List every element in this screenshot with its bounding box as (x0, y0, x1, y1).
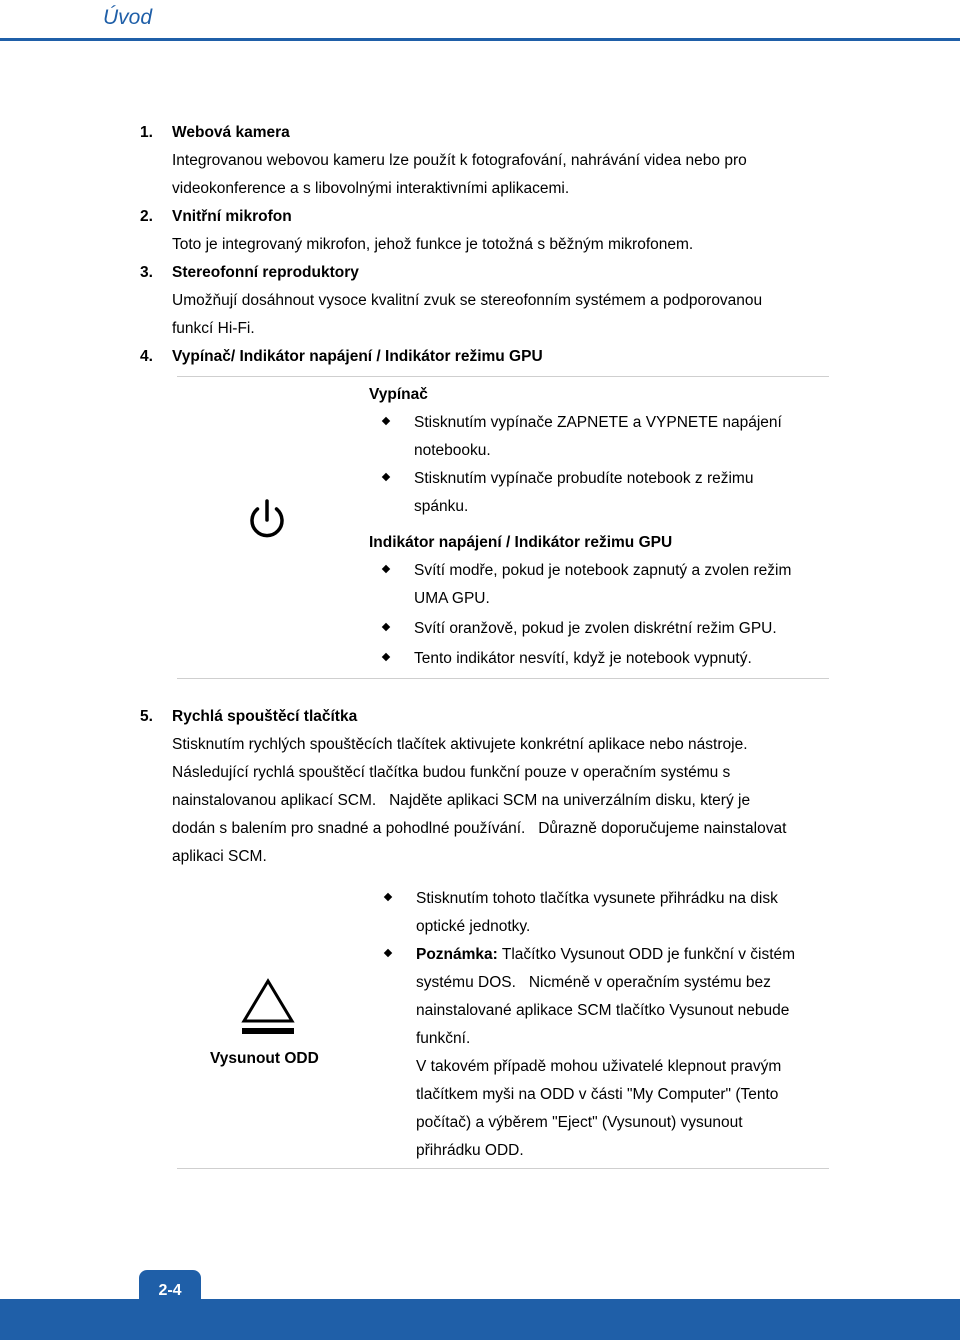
item-5-text-line-3: nainstalovanou aplikací SCM. Najděte aplikaci SCM na univerzálním disku, který je (172, 792, 751, 809)
indicator-bullet-1-cont: UMA GPU. (414, 590, 490, 607)
item-3-text-line-2: funkcí Hi-Fi. (172, 320, 255, 337)
bullet-diamond-icon (382, 417, 390, 425)
power-bullet-2-line-1: Stisknutím vypínače probudíte notebook z režimu (414, 470, 754, 487)
power-bullet-1-line-1: Stisknutím vypínače ZAPNETE a VYPNETE napájení (414, 414, 782, 431)
item-3-heading (140, 264, 359, 282)
power-bullet-2-cont: spánku. (414, 498, 469, 515)
item-1-text-line-2: videokonference a s libovolnými interaktivními aplikacemi. (172, 180, 570, 197)
indicator-bullet-3-line-1: Tento indikátor nesvítí, když je notebook vypnutý. (414, 650, 752, 667)
indicator-subtitle: Indikátor napájení / Indikátor režimu GPU (369, 534, 673, 551)
note-line-6: tlačítkem myši na ODD v části "My Computer" (Tento (416, 1086, 779, 1103)
indicator-bullet-2 (414, 620, 777, 638)
bullet-diamond-icon (384, 949, 392, 957)
eject-bullet-1-line-1: Stisknutím tohoto tlačítka vysunete přihrádku na disk (416, 890, 778, 907)
note-label: Poznámka: (416, 946, 498, 963)
table-rule-bottom (177, 678, 829, 679)
item-1-number: 1. (140, 124, 153, 141)
item-1-text-line-1: Integrovanou webovou kameru lze použít k fotografování, nahrávání videa nebo pro (172, 152, 747, 169)
item-5-text-line-4: dodán s balením pro snadné a pohodlné používání. Důrazně doporučujeme nainstalovat (172, 820, 787, 837)
note-first-line: Tlačítko Vysunout ODD je funkční v čistém (497, 946, 796, 963)
bullet-diamond-icon (382, 473, 390, 481)
item-4-number: 4. (140, 348, 153, 365)
page-number: 2-4 (139, 1270, 201, 1312)
item-4-title: Vypínač/ Indikátor napájení / Indikátor režimu GPU (172, 348, 543, 365)
item-5-text-line-1: Stisknutím rychlých spouštěcích tlačítek aktivujete konkrétní aplikace nebo nástroje. (172, 736, 748, 753)
indicator-bullet-2-line-1: Svítí oranžově, pokud je zvolen diskrétní režim GPU. (414, 620, 777, 637)
power-bullet-1 (414, 414, 782, 432)
item-1-title: Webová kamera (172, 124, 290, 141)
note-line-3: nainstalované aplikace SCM tlačítko Vysunout nebude (416, 1002, 790, 1019)
bullet-diamond-icon (382, 565, 390, 573)
eject-note (416, 946, 795, 964)
item-5-heading (140, 708, 357, 726)
table-rule-eject-bottom (177, 1168, 829, 1169)
item-2-heading (140, 208, 292, 226)
power-icon (244, 496, 290, 542)
note-line-4: funkční. (416, 1030, 471, 1047)
item-5-text-line-2: Následující rychlá spouštěcí tlačítka budou funkční pouze v operačním systému s (172, 764, 731, 781)
item-5-text-line-5: aplikaci SCM. (172, 848, 267, 865)
item-1-heading (140, 124, 290, 142)
note-line-2: systému DOS. Nicméně v operačním systému bez (416, 974, 771, 991)
item-5-number: 5. (140, 708, 153, 725)
item-3-text-line-1: Umožňují dosáhnout vysoce kvalitní zvuk se stereofonním systémem a podporovanou (172, 292, 763, 309)
power-bullet-2 (414, 470, 753, 488)
item-2-number: 2. (140, 208, 153, 225)
item-4-heading (140, 348, 543, 366)
note-line-7: počítač) a výběrem "Eject" (Vysunout) vysunout (416, 1114, 743, 1131)
eject-bullet-1 (416, 890, 778, 908)
note-line-8: přihrádku ODD. (416, 1142, 524, 1159)
indicator-bullet-1 (414, 562, 791, 580)
bullet-diamond-icon (384, 893, 392, 901)
eject-odd-label: Vysunout ODD (210, 1050, 319, 1067)
indicator-bullet-3 (414, 650, 752, 668)
table-rule-top (177, 376, 829, 377)
bullet-diamond-icon (382, 623, 390, 631)
item-2-title: Vnitřní mikrofon (172, 208, 292, 225)
power-button-subtitle: Vypínač (369, 386, 428, 403)
item-2-text-line-1: Toto je integrovaný mikrofon, jehož funkce je totožná s běžným mikrofonem. (172, 236, 694, 253)
power-bullet-1-cont: notebooku. (414, 442, 491, 459)
chapter-title: Úvod (103, 6, 153, 29)
header-rule (0, 38, 960, 41)
eject-icon (239, 977, 297, 1037)
item-3-number: 3. (140, 264, 153, 281)
eject-bullet-1-cont: optické jednotky. (416, 918, 531, 935)
note-line-5: V takovém případě mohou uživatelé klepnout pravým (416, 1058, 782, 1075)
item-3-title: Stereofonní reproduktory (172, 264, 359, 281)
item-5-title: Rychlá spouštěcí tlačítka (172, 708, 358, 725)
indicator-bullet-1-line-1: Svítí modře, pokud je notebook zapnutý a zvolen režim (414, 562, 792, 579)
bullet-diamond-icon (382, 653, 390, 661)
